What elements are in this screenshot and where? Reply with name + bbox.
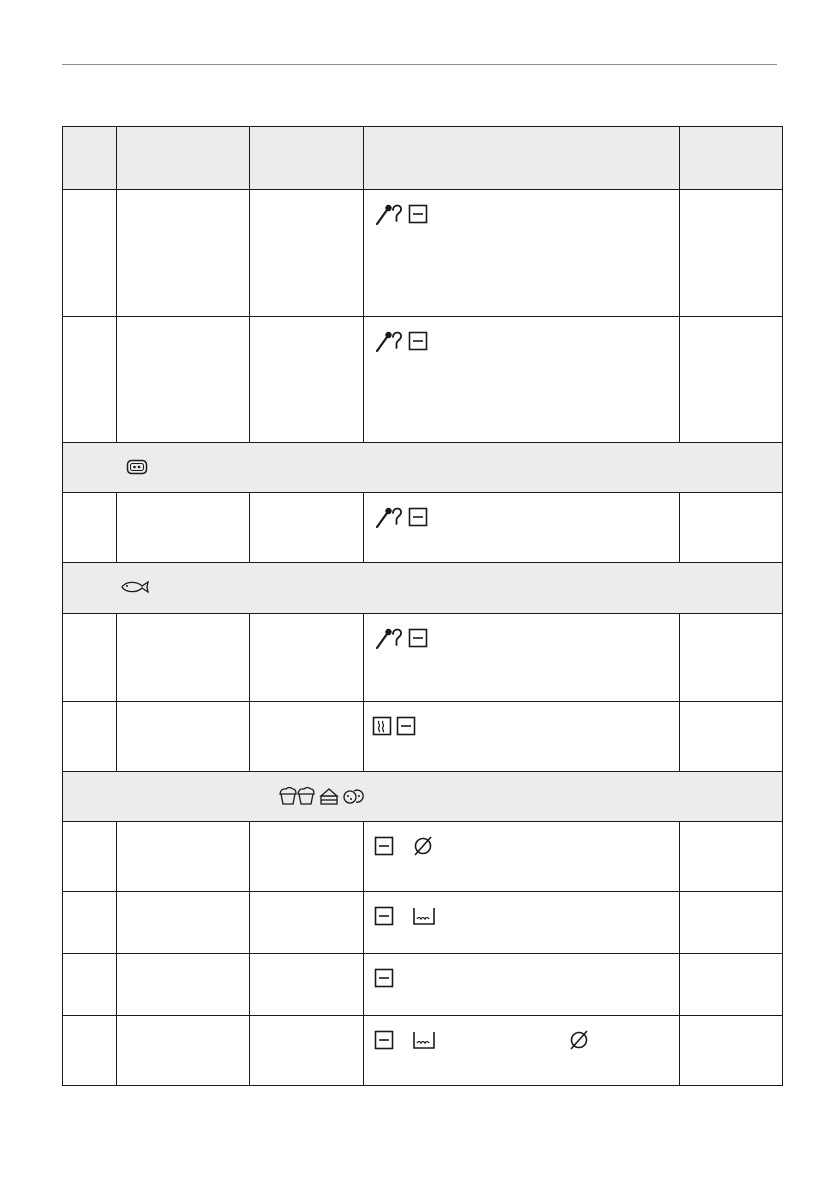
diameter-icon xyxy=(412,835,434,857)
heating-element-top-bottom-icon xyxy=(408,507,428,527)
column-header xyxy=(680,127,783,190)
heating-element-top-bottom-icon xyxy=(396,716,416,736)
fish-category-icon xyxy=(120,580,150,594)
heating-element-top-bottom-icon xyxy=(408,204,428,224)
table-row xyxy=(63,954,783,1016)
core-temperature-sensor-icon xyxy=(374,201,404,227)
table-row xyxy=(63,493,783,563)
heating-element-top-bottom-icon xyxy=(374,968,394,988)
cookies-icon xyxy=(342,786,364,806)
meat-category-icon xyxy=(126,459,148,475)
column-header xyxy=(63,127,117,190)
core-temperature-sensor-icon xyxy=(374,504,404,530)
table-row xyxy=(63,822,783,892)
water-tray-icon xyxy=(412,1030,436,1050)
heating-element-top-bottom-icon xyxy=(374,1030,394,1050)
core-temperature-sensor-icon xyxy=(374,328,404,354)
table-row xyxy=(63,702,783,772)
water-tray-icon xyxy=(412,906,436,926)
heating-element-top-bottom-icon xyxy=(374,906,394,926)
column-header xyxy=(364,127,680,190)
column-header xyxy=(250,127,364,190)
diameter-icon xyxy=(568,1029,590,1051)
table-row xyxy=(63,892,783,954)
section-row-meat xyxy=(63,443,783,493)
page-header-rule xyxy=(62,64,777,65)
heating-element-top-bottom-icon xyxy=(408,628,428,648)
heating-element-top-bottom-icon xyxy=(408,331,428,351)
section-row-baking xyxy=(63,772,783,822)
cooking-table xyxy=(62,126,783,1086)
steam-heating-icon xyxy=(372,716,392,736)
column-header xyxy=(117,127,250,190)
core-temperature-sensor-icon xyxy=(374,625,404,651)
table-row xyxy=(63,614,783,702)
table-row xyxy=(63,1016,783,1086)
table-header-row xyxy=(63,127,783,190)
table-row xyxy=(63,190,783,317)
cake-icon xyxy=(319,786,339,806)
section-row-fish xyxy=(63,563,783,614)
heating-element-top-bottom-icon xyxy=(374,836,394,856)
table-row xyxy=(63,317,783,443)
muffin-icon xyxy=(278,786,316,806)
